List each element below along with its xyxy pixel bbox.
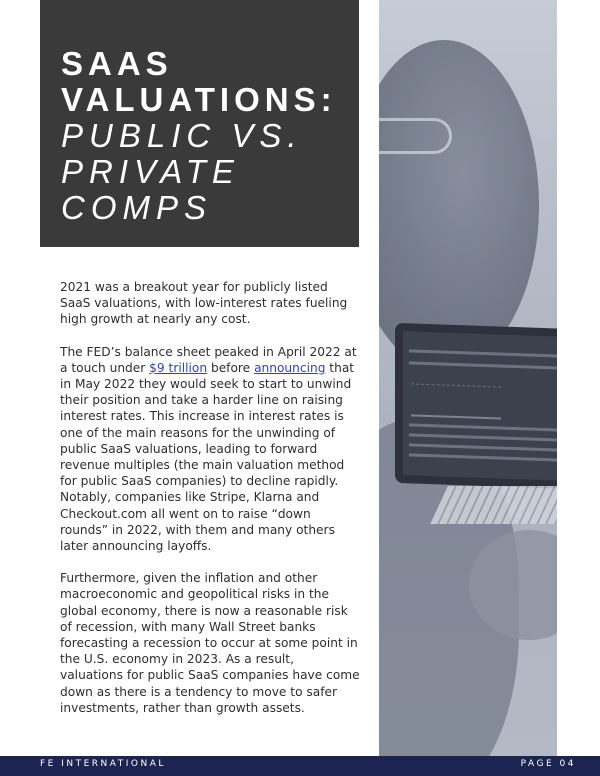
article-body xyxy=(60,279,360,732)
hero-photo xyxy=(379,0,557,756)
title-line-5: COMPS xyxy=(61,189,213,226)
screen-row xyxy=(409,453,557,462)
title-line-1: SAAS xyxy=(61,45,173,82)
paragraph-2-text-a: The FED’s balance sheet peaked in April 2022 at a touch under xyxy=(60,344,357,375)
title-line-2: VALUATIONS: xyxy=(61,81,337,118)
screen-chart-line xyxy=(411,383,501,419)
paragraph-2-text-c: that in May 2022 they would seek to start to unwind their position and take a harder line on raising interest rates. This increase in interest rates is one of the main reasons for the unwinding of public SaaS valuations, leading to forward revenue multiples (the main valuation method for public SaaS companies) to decline rapidly. Notably, companies like Stripe, Klarna and Checkout.com all went on to raise “down rounds” in 2022, with them and many others later announcing layoffs. xyxy=(60,360,355,554)
screen-row xyxy=(409,443,557,452)
title-line-3: PUBLIC VS. xyxy=(61,117,303,154)
paragraph-2-text-b: before xyxy=(207,360,255,375)
keyboard-shape xyxy=(430,486,557,524)
screen-row xyxy=(409,423,557,432)
paragraph-2 xyxy=(60,344,360,555)
person-head-shape xyxy=(379,40,539,370)
footer-bar xyxy=(0,756,600,776)
announcing-link[interactable]: announcing xyxy=(254,360,326,375)
page-number: PAGE 04 xyxy=(520,759,576,769)
paragraph-3: Furthermore, given the inflation and other macroeconomic and geopolitical risks in the global economy, there is now a reasonable risk of recession, with many Wall Street banks forecasting a recession to occur at some point in the U.S. economy in 2023. As a result, valuations for public SaaS companies have come down as there is a tendency to move to safer investments, rather than growth assets. xyxy=(60,571,360,715)
laptop-screen xyxy=(403,331,557,481)
nine-trillion-link[interactable]: $9 trillion xyxy=(149,360,208,375)
title-line-4: PRIVATE xyxy=(61,153,240,190)
screen-row xyxy=(409,433,557,442)
title-block xyxy=(40,0,359,247)
paragraph-1: 2021 was a breakout year for publicly listed SaaS valuations, with low-interest rates fueling high growth at nearly any cost. xyxy=(60,280,348,327)
footer-brand: FE INTERNATIONAL xyxy=(40,759,166,769)
laptop-shape xyxy=(395,323,557,489)
glasses-shape xyxy=(379,118,452,154)
screen-row xyxy=(409,361,557,370)
screen-row xyxy=(409,349,557,358)
